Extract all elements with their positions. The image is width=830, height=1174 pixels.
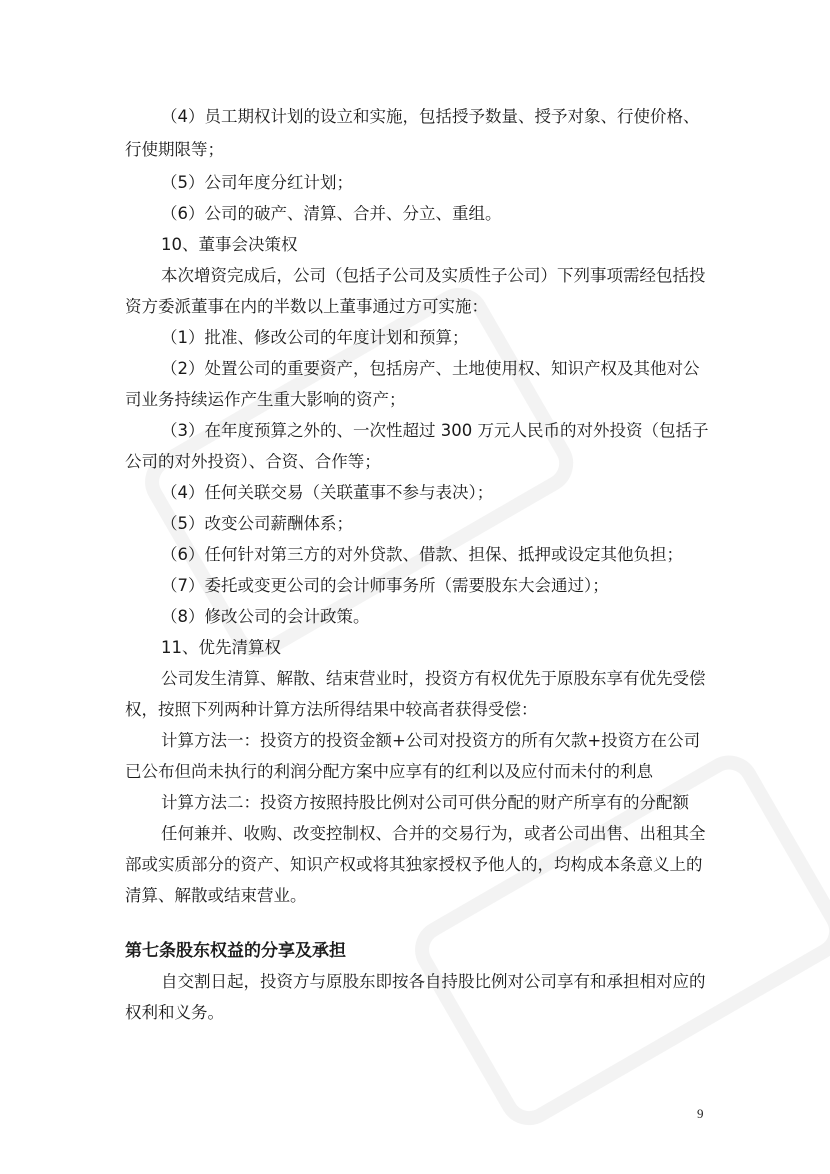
paragraph-line: 自交割日起，投资方与原股东即按各自持股比例对公司享有和承担相对应的	[161, 972, 706, 991]
section-heading: 11、优先清算权	[161, 638, 281, 657]
paragraph-line: 权利和义务。	[125, 1003, 224, 1022]
paragraph-line: 资方委派董事在内的半数以上董事通过方可实施：	[125, 297, 488, 316]
paragraph-line: （6）公司的破产、清算、合并、分立、重组。	[161, 204, 502, 223]
paragraph-line: 权，按照下列两种计算方法所得结果中较高者获得受偿：	[125, 700, 538, 719]
paragraph-line: （5）公司年度分红计划；	[161, 173, 353, 192]
paragraph-line: 本次增资完成后，公司（包括子公司及实质性子公司）下列事项需经包括投	[161, 266, 706, 285]
paragraph-line: （1）批准、修改公司的年度计划和预算；	[161, 328, 469, 347]
paragraph-line: 计算方法一：投资方的投资金额+公司对投资方的所有欠款+投资方在公司	[161, 731, 701, 750]
paragraph-line: （4）员工期权计划的设立和实施，包括授予数量、授予对象、行使价格、	[161, 107, 700, 126]
paragraph-line: 清算、解散或结束营业。	[125, 886, 307, 905]
paragraph-line: 公司的对外投资）、合资、合作等；	[125, 452, 381, 471]
paragraph-line: 任何兼并、收购、改变控制权、合并的交易行为，或者公司出售、出租其全	[161, 824, 706, 843]
paragraph-line: （2）处置公司的重要资产，包括房产、土地使用权、知识产权及其他对公	[161, 359, 700, 378]
paragraph-line: （3）在年度预算之外的、一次性超过 300 万元人民币的对外投资（包括子	[161, 421, 709, 440]
paragraph-line: 部或实质部分的资产、知识产权或将其独家授权予他人的，均构成本条意义上的	[125, 855, 703, 874]
paragraph-line: 已公布但尚未执行的利润分配方案中应享有的红利以及应付而未付的利息	[125, 762, 653, 781]
article-heading: 第七条股东权益的分享及承担	[125, 941, 346, 961]
paragraph-line: 公司发生清算、解散、结束营业时，投资方有权优先于原股东享有优先受偿	[161, 669, 706, 688]
paragraph-line: （5）改变公司薪酬体系；	[161, 514, 353, 533]
paragraph-line: （4）任何关联交易（关联董事不参与表决）；	[161, 483, 494, 502]
page-number: 9	[697, 1106, 704, 1121]
paragraph-line: （7）委托或变更公司的会计师事务所（需要股东大会通过）；	[161, 576, 609, 595]
paragraph-line: （6）任何针对第三方的对外贷款、借款、担保、抵押或设定其他负担；	[161, 545, 683, 564]
paragraph-line: 计算方法二：投资方按照持股比例对公司可供分配的财产所享有的分配额	[161, 793, 689, 812]
paragraph-line: 司业务持续运作产生重大影响的资产；	[125, 390, 406, 409]
paragraph-line: 行使期限等；	[125, 140, 224, 159]
section-heading: 10、董事会决策权	[161, 235, 298, 254]
paragraph-line: （8）修改公司的会计政策。	[161, 607, 370, 626]
